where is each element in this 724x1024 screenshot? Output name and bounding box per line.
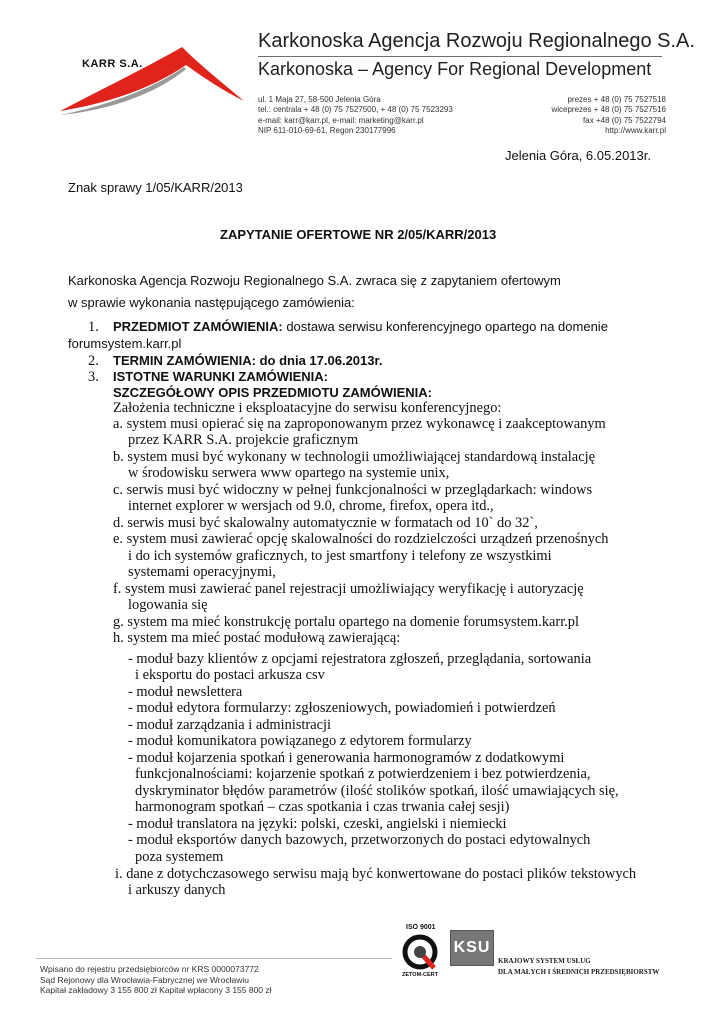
- ksu-badge-text: KSU: [453, 939, 491, 956]
- item-1-continuation: forumsystem.karr.pl: [68, 336, 182, 351]
- module-6-cont-1: funkcjonalnościami: kojarzenie spotkań z potwierdzeniem i bez potwierdzenia,: [135, 766, 591, 782]
- zetom-label: ZETOM-CERT: [402, 972, 438, 978]
- module-4: - moduł zarządzania i administracji: [128, 717, 331, 733]
- req-e-cont-1: i do ich systemów graficznych, to jest smartfony i telefony ze wszystkimi: [128, 548, 552, 564]
- item-3-text: ISTOTNE WARUNKI ZAMÓWIENIA:: [113, 369, 328, 384]
- module-2: - moduł newslettera: [128, 684, 243, 700]
- req-c-cont: internet explorer w wersjach od 9.0, chrome, firefox, opera itd.,: [128, 498, 494, 514]
- module-6: - moduł kojarzenia spotkań i generowania harmonogramów z dodatkowymi: [128, 750, 565, 766]
- req-a-cont: przez KARR S.A. projekcie graficznym: [128, 432, 359, 448]
- contact-left: [258, 95, 453, 136]
- iso-q-icon: [400, 934, 440, 972]
- contact-email: e-mail: karr@karr.pl, e-mail: marketing@karr.pl: [258, 115, 424, 125]
- item-2-number: 2.: [88, 353, 99, 369]
- req-c: c. serwis musi być widoczny w pełnej funkcjonalności w przeglądarkach: windows: [113, 482, 593, 498]
- contact-fax: fax +48 (0) 75 7522794: [583, 115, 666, 125]
- agency-name-en: Karkonoska – Agency For Regional Development: [258, 59, 652, 79]
- module-6-cont-3: harmonogram spotkań – czas spotkania i czas trwania całej sesji): [135, 799, 510, 815]
- contact-vicepresident: wiceprezes + 48 (0) 75 7527516: [551, 105, 666, 115]
- req-f-cont: logowania się: [128, 597, 208, 613]
- ksu-badge: [450, 930, 494, 966]
- req-e-cont-2: systemami operacyjnymi,: [128, 564, 276, 580]
- req-i: i. dane z dotychczasowego serwisu mają być konwertowane do postaci plików tekstowych: [115, 866, 637, 882]
- header-divider: [258, 56, 662, 57]
- module-5: - moduł komunikatora powiązanego z edytorem formularzy: [128, 733, 472, 749]
- item-1-text: dostawa serwisu konferencyjnego opartego na domenie: [282, 319, 608, 334]
- req-f: f. system musi zawierać panel rejestracji umożliwiający weryfikację i autoryzację: [113, 581, 584, 597]
- detail-title: SZCZEGÓŁOWY OPIS PRZEDMIOTU ZAMÓWIENIA:: [113, 385, 432, 400]
- req-a: a. system musi opierać się na zaproponowanym przez wykonawcę i zaakceptowanym: [113, 416, 606, 432]
- module-7: - moduł translatora na języki: polski, czeski, angielski i niemiecki: [128, 816, 507, 832]
- contact-nip: NIP 611-010-69-61, Regon 230177996: [258, 125, 396, 135]
- intro-line-1: Karkonoska Agencja Rozwoju Regionalnego S.A. zwraca się z zapytaniem ofertowym: [68, 273, 561, 288]
- footer-court: Sąd Rejonowy dla Wrocławia-Fabrycznej we Wrocławiu: [40, 974, 249, 985]
- req-g: g. system ma mieć konstrukcję portalu opartego na domenie forumsystem.karr.pl: [113, 614, 579, 630]
- contact-website: http://www.karr.pl: [605, 125, 666, 135]
- req-i-cont: i arkuszy danych: [128, 882, 226, 898]
- ksu-caption-line-1: KRAJOWY SYSTEM USŁUG: [498, 957, 591, 965]
- ksu-caption-line-2: DLA MAŁYCH I ŚREDNICH PRZEDSIĘBIORSTW: [498, 968, 660, 976]
- place-date: Jelenia Góra, 6.05.2013r.: [505, 148, 651, 163]
- item-3-number: 3.: [88, 369, 99, 385]
- iso-label: ISO 9001: [406, 924, 436, 931]
- req-d: d. serwis musi być skalowalny automatycznie w formatach od 10` do 32`,: [113, 515, 538, 531]
- module-8-cont: poza systemem: [135, 849, 224, 865]
- footer-divider: [36, 958, 392, 959]
- agency-name-pl: Karkonoska Agencja Rozwoju Regionalnego S.A.: [258, 30, 695, 52]
- req-b: b. system musi być wykonany w technologii umożliwiającej standardową instalację: [113, 449, 595, 465]
- assumptions-heading: Założenia techniczne i eksploatacyjne do serwisu konferencyjnego:: [113, 400, 502, 416]
- item-1-number: 1.: [88, 319, 99, 335]
- footer-capital: Kapitał zakładowy 3 155 800 zł Kapitał wpłacony 3 155 800 zł: [40, 985, 272, 995]
- req-b-cont: w środowisku serwera www opartego na systemie unix,: [128, 465, 450, 481]
- req-h: h. system ma mieć postać modułową zawierającą:: [113, 630, 401, 646]
- case-reference: Znak sprawy 1/05/KARR/2013: [68, 180, 243, 195]
- item-1-line: [113, 319, 608, 334]
- logo-text: KARR S.A.: [82, 58, 143, 70]
- footer-registration: [40, 964, 272, 996]
- module-1: - moduł bazy klientów z opcjami rejestratora zgłoszeń, przeglądania, sortowania: [128, 651, 592, 667]
- document-title: ZAPYTANIE OFERTOWE NR 2/05/KARR/2013: [220, 227, 497, 242]
- item-1-label: PRZEDMIOT ZAMÓWIENIA:: [113, 319, 283, 334]
- module-1-cont: i eksportu do postaci arkusza csv: [135, 667, 325, 683]
- contact-address: ul. 1 Maja 27, 58-500 Jelenia Góra: [258, 95, 381, 104]
- module-3: - moduł edytora formularzy: zgłoszeniowych, powiadomień i potwierdzeń: [128, 700, 556, 716]
- contact-president: prezes + 48 (0) 75 7527518: [567, 95, 666, 104]
- contact-right: [520, 95, 666, 136]
- contact-phone: tel.: centrala + 48 (0) 75 7527500, + 48 (0) 75 7523293: [258, 105, 453, 115]
- module-6-cont-2: dyskryminator błędów parametrów (ilość stolików spotkań, ilość umawiających się,: [135, 783, 619, 799]
- intro-line-2: w sprawie wykonania następującego zamówienia:: [68, 295, 355, 310]
- footer-krs: Wpisano do rejestru przedsiębiorców nr KRS 0000073772: [40, 964, 259, 974]
- karr-logo-icon: [60, 45, 250, 117]
- item-2-text: TERMIN ZAMÓWIENIA: do dnia 17.06.2013r.: [113, 353, 383, 368]
- module-8: - moduł eksportów danych bazowych, przetworzonych do postaci edytowalnych: [128, 832, 591, 848]
- ksu-caption: [498, 956, 659, 978]
- req-e: e. system musi zawierać opcję skalowalności do rozdzielczości urządzeń przenośnych: [113, 531, 609, 547]
